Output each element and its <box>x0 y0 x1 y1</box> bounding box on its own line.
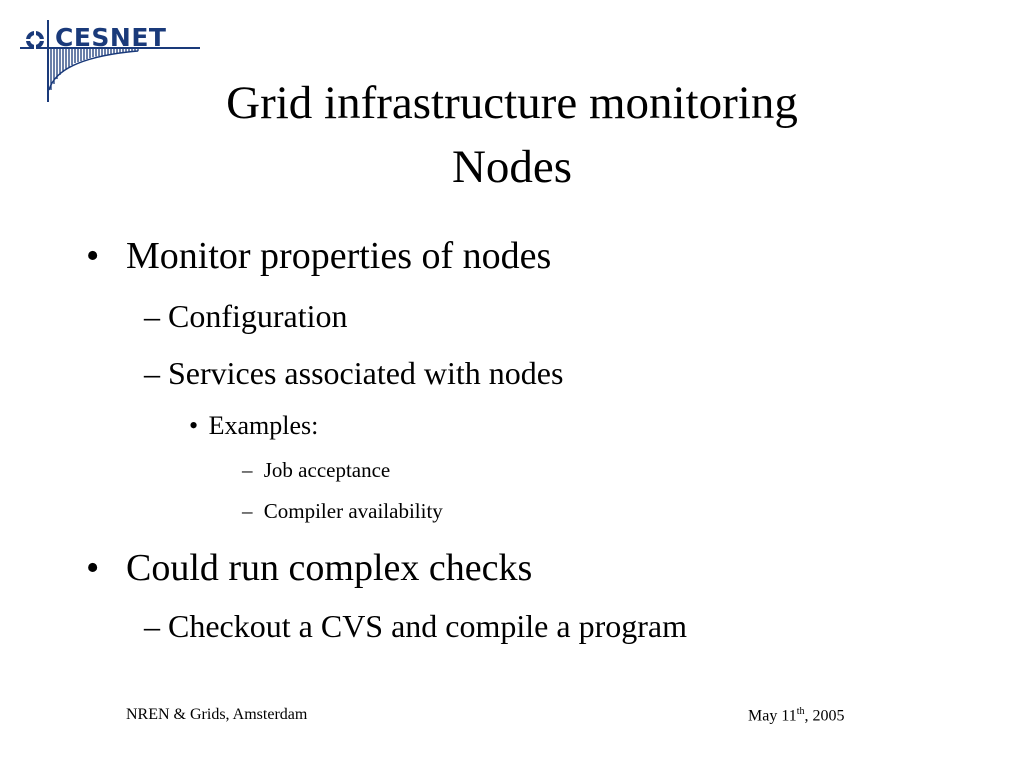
sub-bullet-text: Services associated with nodes <box>168 355 564 391</box>
cesnet-logo-text: CESNET <box>55 23 167 52</box>
level4-bullet-text: Compiler availability <box>263 499 443 523</box>
footer-year: , 2005 <box>804 707 845 725</box>
footer-event: NREN & Grids, Amsterdam <box>126 706 308 723</box>
footer-date-suffix-sup: th <box>796 706 805 717</box>
slide-title-line1: Grid infrastructure monitoring <box>226 77 798 129</box>
sub-sub-bullet-item <box>189 411 318 441</box>
footer-right <box>748 706 845 725</box>
bullet-item <box>86 234 551 278</box>
bullet-item <box>86 546 532 590</box>
dash-marker: – <box>242 458 253 482</box>
sub-bullet-item <box>144 355 563 392</box>
dash-marker: – <box>144 355 160 391</box>
sub-bullet-item <box>144 608 687 645</box>
dash-marker: – <box>144 298 160 334</box>
level4-bullet-text: Job acceptance <box>263 458 391 482</box>
footer-left <box>126 706 307 724</box>
sub-sub-bullet-text: Examples: <box>208 411 319 440</box>
sub-bullet-text: Checkout a CVS and compile a program <box>168 608 687 644</box>
dash-marker: – <box>242 499 253 523</box>
bullet-marker: • <box>189 411 199 440</box>
level4-bullet-item <box>242 499 443 524</box>
bullet-marker: • <box>86 235 100 277</box>
bullet-text: Monitor properties of nodes <box>126 235 552 277</box>
bullet-text: Could run complex checks <box>126 547 533 589</box>
bullet-marker: • <box>86 547 100 589</box>
sub-bullet-text: Configuration <box>168 298 348 334</box>
sub-bullet-item <box>144 298 348 335</box>
slide-title-line2: Nodes <box>451 141 573 193</box>
dash-marker: – <box>144 608 160 644</box>
level4-bullet-item <box>242 458 390 483</box>
footer-date: May 11 <box>748 707 797 725</box>
